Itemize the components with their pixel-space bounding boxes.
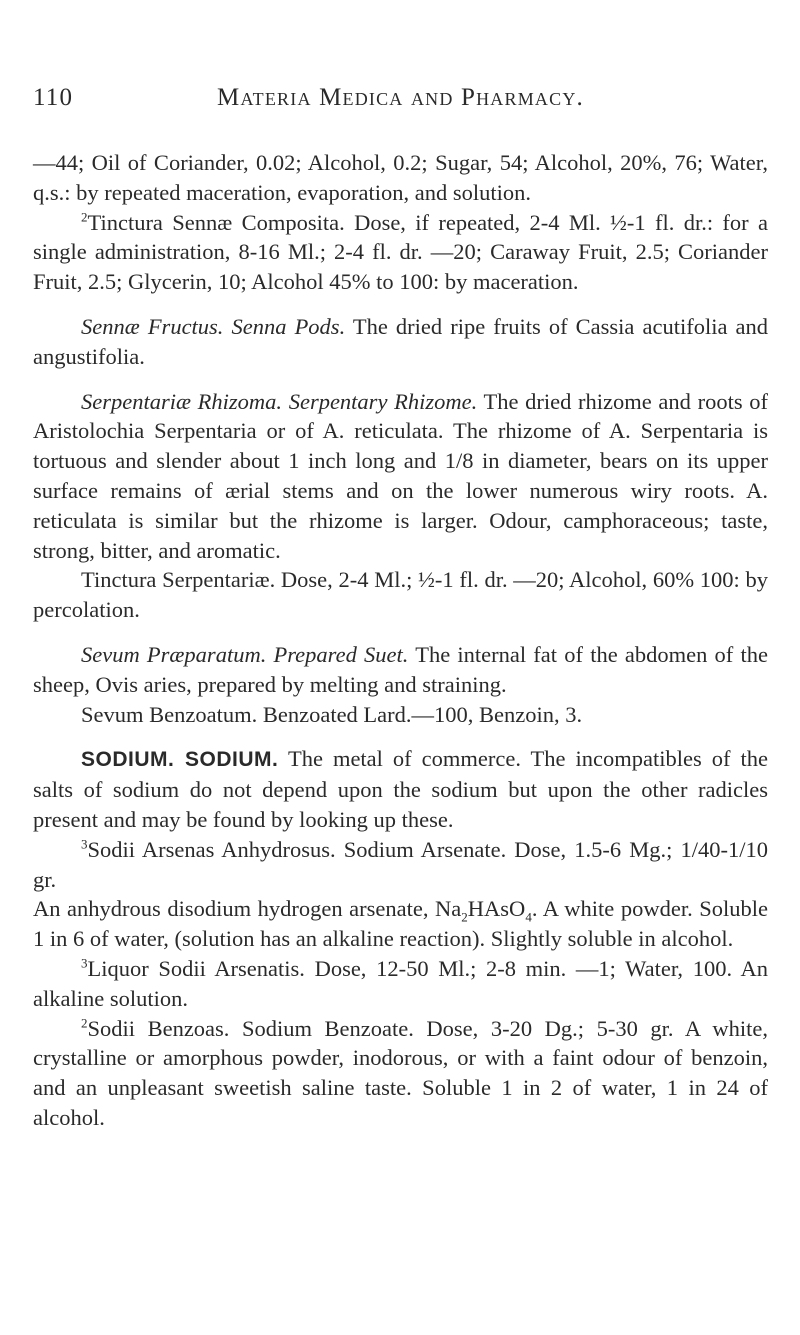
paragraph: SODIUM. SODIUM. The metal of commerce. The incompatibles of the salts of sodium do not depend upon the sodium but upon the other radicles present and may be found by looking up these. bbox=[33, 746, 768, 832]
paragraph: Sevum Benzoatum. Benzoated Lard.—100, Benzoin, 3. bbox=[81, 701, 583, 727]
paragraph: Sennæ Fructus. Senna Pods. The dried ripe fruits of Cassia acutifolia and angustifolia. bbox=[33, 313, 768, 369]
paragraph: An anhydrous disodium hydrogen arsenate, $Na_2HAsO_4$. A white powder. Soluble 1 in 6 of water, (solution has an alkaline reaction). Slightly soluble in alcohol. bbox=[33, 896, 769, 952]
section-heading: SODIUM. SODIUM. bbox=[81, 748, 279, 772]
entry-heading: Serpentariæ Rhizoma. Serpentary Rhizome. bbox=[81, 388, 478, 414]
entry-heading: Sevum Præparatum. Prepared Suet. bbox=[81, 641, 409, 667]
page-body bbox=[33, 148, 768, 1133]
paragraph: Serpentariæ Rhizoma. Serpentary Rhizome. The dried rhizome and roots of Aristolochia Serpentaria or of A. reticulata. The rhizome of A. Serpentaria is tortuous and slender about 1 inch long and 1/8 in diameter, bears on its upper surface remains of ærial stems and on the lower numerous wiry roots. A. reticulata is similar but the rhizome is larger. Odour, camphoraceous; taste, strong, bitter, and aromatic. bbox=[33, 388, 768, 563]
running-title: Materia Medica and Pharmacy. bbox=[217, 84, 584, 111]
paragraph: $^2$Sodii Benzoas. Sodium Benzoate. Dose, 3-20 Dg.; 5-30 gr. A white, crystalline or amorphous powder, inodorous, or with a faint odour of benzoin, and an unpleasant sweetish saline taste. Soluble 1 in 2 of water, 1 in 24 of alcohol. bbox=[33, 1015, 768, 1130]
paragraph: $^2$Tinctura Sennæ Composita. Dose, if repeated, 2-4 Ml. ½-1 fl. dr.: for a single administration, 8-16 Ml.; 2-4 fl. dr. —20; Caraway Fruit, 2.5; Coriander Fruit, 2.5; Glycerin, 10; Alcohol 45% to 100: by maceration. bbox=[33, 209, 768, 295]
paragraph: $^3$Sodii Arsenas Anhydrosus. Sodium Arsenate. Dose, 1.5-6 Mg.; 1/40-1/10 gr. bbox=[33, 836, 768, 892]
page-header bbox=[33, 84, 768, 116]
page-number: 110 bbox=[33, 84, 74, 111]
paragraph: $^3$Liquor Sodii Arsenatis. Dose, 12-50 Ml.; 2-8 min. —1; Water, 100. An alkaline solution. bbox=[33, 955, 768, 1011]
entry-heading: Sennæ Fructus. Senna Pods. bbox=[81, 313, 346, 339]
paragraph: Tinctura Serpentariæ. Dose, 2-4 Ml.; ½-1 fl. dr. —20; Alcohol, 60% 100: by percolation. bbox=[33, 567, 768, 623]
paragraph: —44; Oil of Coriander, 0.02; Alcohol, 0.2; Sugar, 54; Alcohol, 20%, 76; Water, q.s.: by repeated maceration, evaporation, and solution. bbox=[33, 150, 768, 205]
paragraph: Sevum Præparatum. Prepared Suet. The internal fat of the abdomen of the sheep, Ovis aries, prepared by melting and straining. bbox=[33, 641, 768, 697]
